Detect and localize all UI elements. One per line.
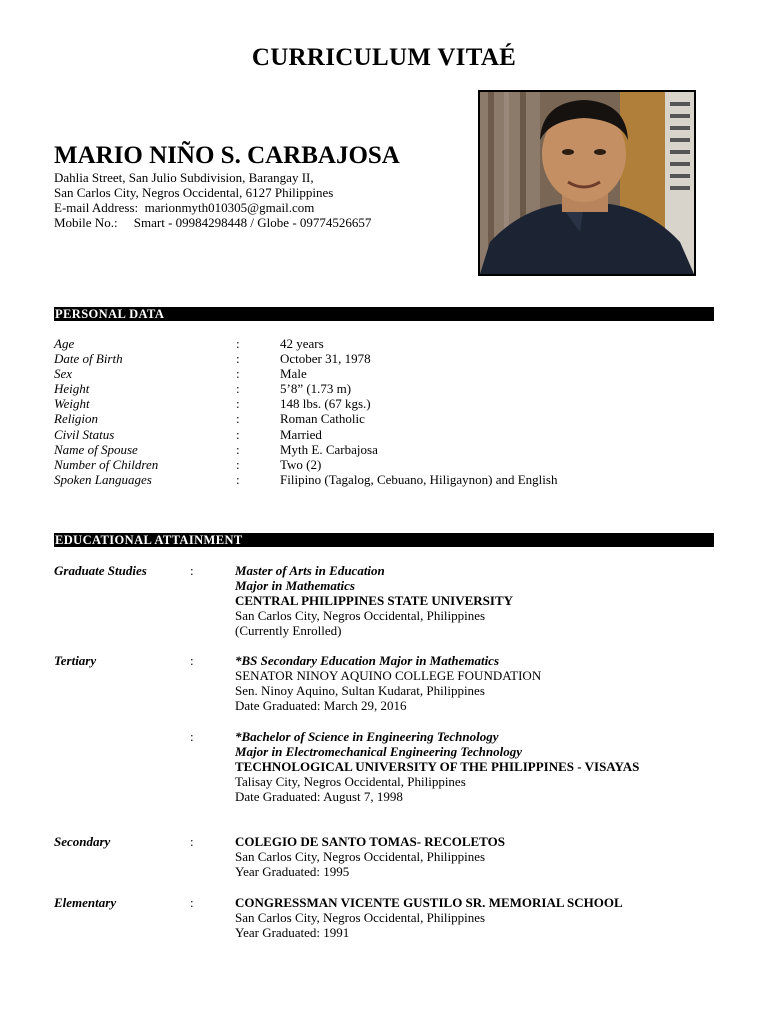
- education-level-label: Elementary: [54, 895, 117, 910]
- education-level-label: Tertiary: [54, 653, 97, 668]
- address-line-1: Dahlia Street, San Julio Subdivision, Barangay II,: [54, 170, 314, 185]
- personal-row-date-of-birth: [54, 351, 714, 366]
- personal-row-children: [54, 457, 714, 472]
- school-name: CONGRESSMAN VICENTE GUSTILO SR. MEMORIAL SCHOOL: [235, 895, 623, 910]
- school-location: San Carlos City, Negros Occidental, Philippines: [235, 608, 486, 623]
- mobile-line: Mobile No.: Smart - 09984298448 / Globe - 09774526657: [54, 215, 372, 230]
- personal-data-heading: PERSONAL DATA: [54, 307, 714, 321]
- field-value: 42 years: [280, 336, 324, 351]
- email-line: E-mail Address: marionmyth010305@gmail.com: [54, 200, 315, 215]
- profile-photo: [478, 90, 696, 276]
- personal-row-languages: [54, 472, 714, 487]
- education-details: [235, 653, 541, 713]
- degree: Master of Arts in Education: [235, 563, 385, 578]
- field-label: Name of Spouse: [54, 442, 138, 457]
- field-value: October 31, 1978: [280, 351, 371, 366]
- separator: :: [236, 472, 240, 487]
- separator: :: [236, 442, 240, 457]
- separator: :: [236, 457, 240, 472]
- field-value: 148 lbs. (67 kgs.): [280, 396, 371, 411]
- field-value: Two (2): [280, 457, 322, 472]
- separator: :: [236, 396, 240, 411]
- separator: :: [236, 411, 240, 426]
- degree: *BS Secondary Education Major in Mathematics: [235, 653, 500, 668]
- field-value: Roman Catholic: [280, 411, 365, 426]
- separator: :: [236, 381, 240, 396]
- education-level-label: Secondary: [54, 834, 111, 849]
- education-details: [235, 729, 639, 804]
- field-label: Civil Status: [54, 427, 115, 442]
- education-details: [235, 895, 623, 940]
- school-name: CENTRAL PHILIPPINES STATE UNIVERSITY: [235, 593, 514, 608]
- separator: :: [190, 563, 194, 578]
- school-name: COLEGIO DE SANTO TOMAS- RECOLETOS: [235, 834, 505, 849]
- separator: :: [236, 427, 240, 442]
- personal-row-weight: [54, 396, 714, 411]
- education-heading: EDUCATIONAL ATTAINMENT: [54, 533, 714, 547]
- education-details: [235, 563, 513, 638]
- field-label: Sex: [54, 366, 73, 381]
- separator: :: [190, 834, 194, 849]
- separator: :: [236, 336, 240, 351]
- field-label: Age: [54, 336, 75, 351]
- school-location: San Carlos City, Negros Occidental, Philippines: [235, 910, 486, 925]
- separator: :: [190, 729, 194, 744]
- major: Major in Mathematics: [235, 578, 355, 593]
- field-value: Male: [280, 366, 307, 381]
- personal-row-age: [54, 336, 714, 351]
- applicant-name: MARIO NIÑO S. CARBAJOSA: [54, 142, 400, 169]
- field-label: Religion: [54, 411, 99, 426]
- field-value: 5’8” (1.73 m): [280, 381, 352, 396]
- graduation-year: Year Graduated: 1995: [235, 864, 350, 879]
- field-label: Number of Children: [54, 457, 159, 472]
- graduation-year: Year Graduated: 1991: [235, 925, 350, 940]
- school-name: SENATOR NINOY AQUINO COLLEGE FOUNDATION: [235, 668, 542, 683]
- field-value: Married: [280, 427, 322, 442]
- field-label: Date of Birth: [54, 351, 123, 366]
- school-location: Talisay City, Negros Occidental, Philippines: [235, 774, 466, 789]
- school-name: TECHNOLOGICAL UNIVERSITY OF THE PHILIPPINES - VISAYAS: [235, 759, 640, 774]
- school-location: Sen. Ninoy Aquino, Sultan Kudarat, Philippines: [235, 683, 485, 698]
- contact-block: [54, 170, 371, 230]
- separator: :: [190, 895, 194, 910]
- education-level-label: Graduate Studies: [54, 563, 147, 578]
- personal-row-spouse: [54, 442, 714, 457]
- personal-row-civil-status: [54, 427, 714, 442]
- personal-row-sex: [54, 366, 714, 381]
- separator: :: [236, 366, 240, 381]
- graduation-date: Date Graduated: March 29, 2016: [235, 698, 407, 713]
- graduation-date: Date Graduated: August 7, 1998: [235, 789, 403, 804]
- field-label: Height: [54, 381, 90, 396]
- field-label: Spoken Languages: [54, 472, 152, 487]
- field-label: Weight: [54, 396, 90, 411]
- enrollment-status: (Currently Enrolled): [235, 623, 342, 638]
- field-value: Filipino (Tagalog, Cebuano, Hiligaynon) and English: [280, 472, 558, 487]
- school-location: San Carlos City, Negros Occidental, Philippines: [235, 849, 486, 864]
- major: Major in Electromechanical Engineering Technology: [235, 744, 522, 759]
- document-title: CURRICULUM VITAÉ: [251, 44, 517, 71]
- separator: :: [190, 653, 194, 668]
- personal-row-height: [54, 381, 714, 396]
- separator: :: [236, 351, 240, 366]
- degree: *Bachelor of Science in Engineering Technology: [235, 729, 499, 744]
- personal-row-religion: [54, 411, 714, 426]
- education-details: [235, 834, 505, 879]
- address-line-2: San Carlos City, Negros Occidental, 6127 Philippines: [54, 185, 334, 200]
- field-value: Myth E. Carbajosa: [280, 442, 378, 457]
